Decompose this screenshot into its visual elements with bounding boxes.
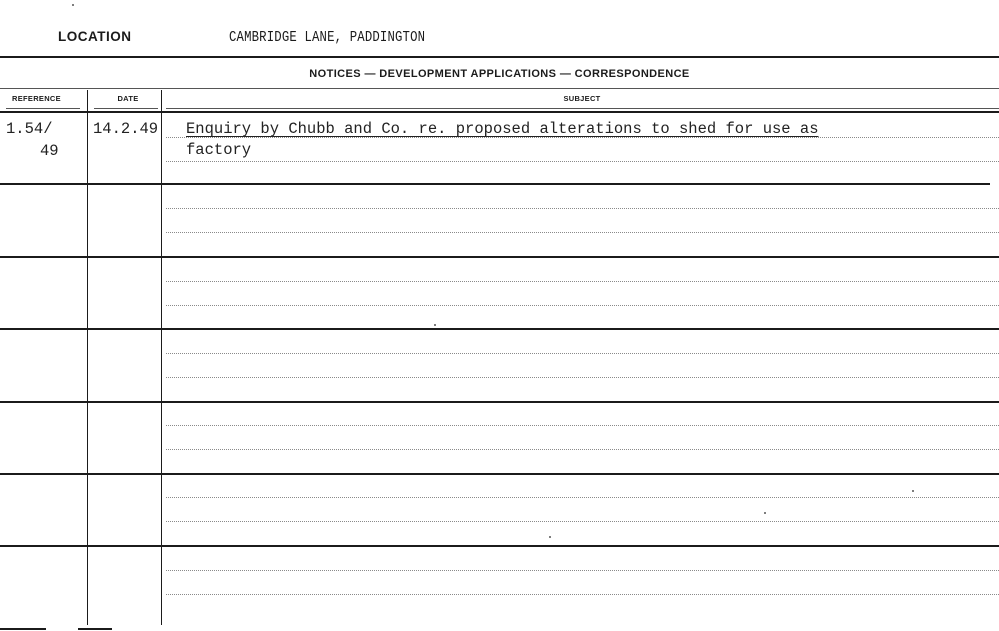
ruled-line	[166, 137, 999, 138]
location-value: CAMBRIDGE LANE, PADDINGTON	[229, 29, 426, 46]
ruled-line	[166, 425, 999, 426]
section-banner: NOTICES — DEVELOPMENT APPLICATIONS — CORRESPONDENCE	[309, 68, 690, 80]
row-rule	[0, 473, 999, 475]
scan-speck	[434, 324, 436, 326]
ruled-line	[166, 353, 999, 354]
ruled-line	[166, 594, 999, 595]
row-rule	[0, 401, 999, 403]
row-rule	[0, 183, 990, 185]
ruled-line	[166, 161, 999, 162]
ruled-line	[166, 281, 999, 282]
scan-speck	[764, 512, 766, 514]
scan-speck	[549, 536, 551, 538]
column-header-subject: SUBJECT	[563, 94, 601, 103]
ruled-line	[166, 208, 999, 209]
ruled-line	[166, 377, 999, 378]
ruled-line	[166, 305, 999, 306]
row-rule	[0, 256, 999, 258]
column-header-reference: REFERENCE	[12, 94, 61, 103]
banner-rule	[0, 88, 999, 89]
column-header-date: DATE	[117, 94, 139, 103]
ruled-line	[166, 497, 999, 498]
ruled-line	[166, 449, 999, 450]
card-edge-mark	[78, 628, 112, 630]
scan-speck	[912, 490, 914, 492]
entry-reference-line-2: 49	[40, 142, 59, 160]
card-edge-mark	[0, 628, 46, 630]
header-rule-date	[94, 108, 158, 109]
entry-date: 14.2.49	[93, 120, 159, 138]
top-rule	[0, 56, 999, 58]
row-rule	[0, 328, 999, 330]
location-label: LOCATION	[58, 29, 132, 44]
ruled-line	[166, 570, 999, 571]
ruled-line	[166, 232, 999, 233]
header-rule-subject	[166, 108, 999, 109]
entry-subject-line-2: factory	[186, 141, 252, 159]
entry-subject-line-1: Enquiry by Chubb and Co. re. proposed alterations to shed for use as	[186, 120, 819, 138]
scan-speck	[72, 4, 74, 6]
row-rule	[0, 545, 999, 547]
header-bottom-rule	[0, 111, 999, 113]
header-rule-ref	[6, 108, 80, 109]
ruled-line	[166, 521, 999, 522]
entry-reference-line-1: 1.54/	[6, 120, 53, 138]
